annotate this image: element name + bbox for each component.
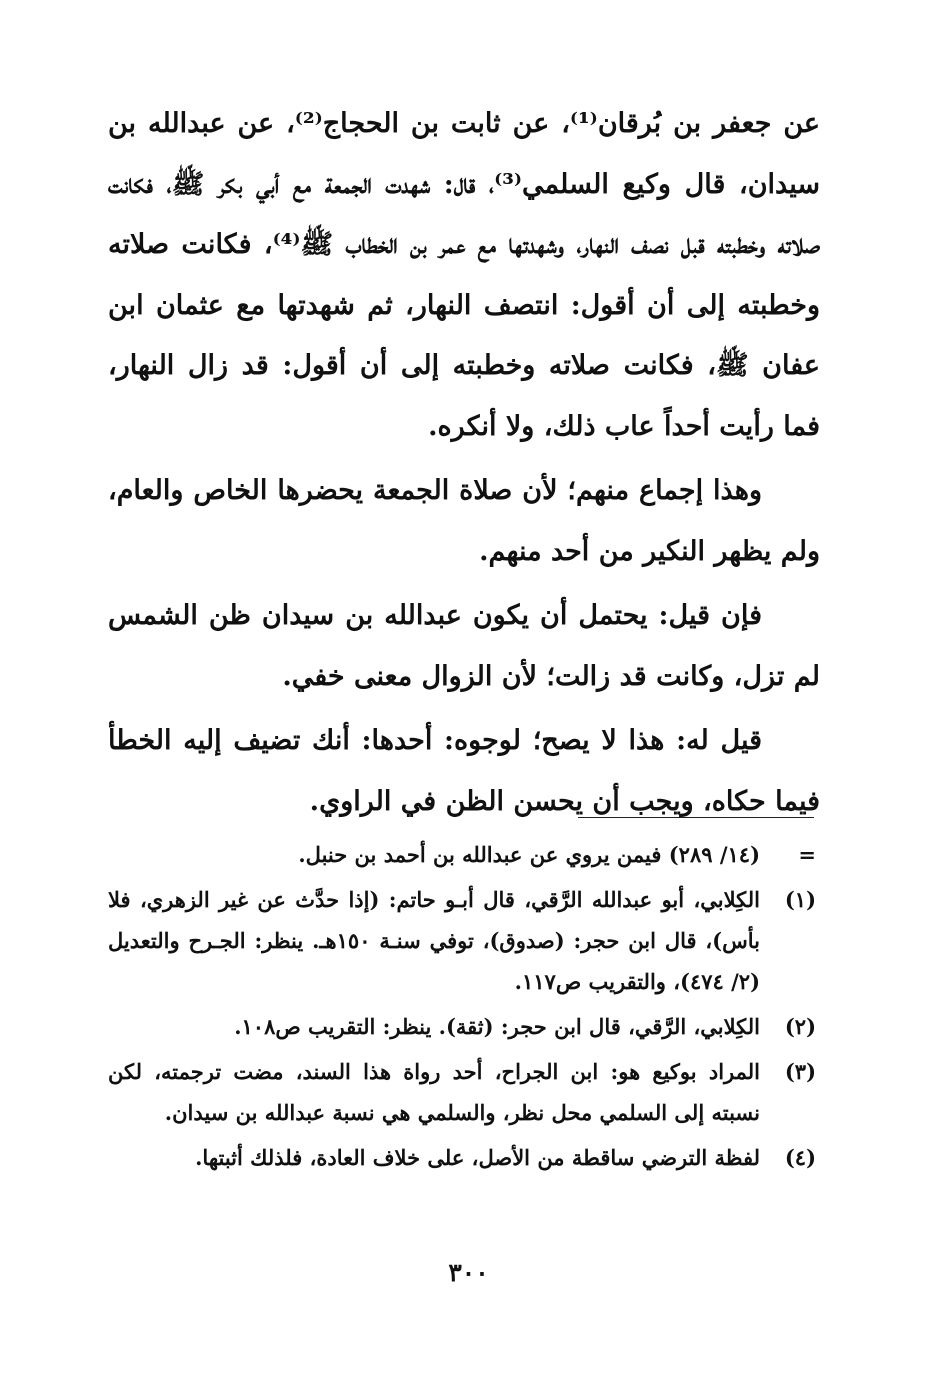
footnote-2 bbox=[108, 1006, 820, 1047]
footnote-text: لفظة الترضي ساقطة من الأصل، على خلاف العادة، فلذلك أثبتها. bbox=[195, 1145, 760, 1170]
footnote-marker: (٣) bbox=[784, 1059, 816, 1084]
footnote-text: الكِلابي، الرَّقي، قال ابن حجر: (ثقة). ينظر: التقريب ص١٠٨. bbox=[234, 1014, 760, 1039]
footnote-marker: (٤) bbox=[784, 1145, 816, 1170]
footnote-1 bbox=[108, 879, 820, 1002]
page-number: ٣٠٠ bbox=[448, 1258, 489, 1287]
paragraph-1: عن جعفر بن بُرقان⁽¹⁾، عن ثابت بن الحجاج⁽²⁾، عن عبدالله بن سيدان، قال وكيع السلمي⁽³⁾، قال: شهدت الجمعة مع أبي بكر ﷺ، فكانت صلاته وخطبته قبل نصف النهار، وشهدتها مع عمر بن الخطاب ﷺ⁽⁴⁾، فكانت صلاته وخطبته إلى أن أقول: انتصف النهار، ثم شهدتها مع عثمان ابن عفان ﷺ، فكانت صلاته وخطبته إلى أن أقول: قد زال النهار، فما رأيت أحداً عاب ذلك، ولا أنكره. bbox=[108, 108, 821, 442]
paragraph-4: قيل له: هذا لا يصح؛ لوجوه: أحدها: أنك تضيف إليه الخطأ فيما حكاه، ويجب أن يحسن الظن في الراوي. bbox=[108, 725, 820, 817]
footnote-marker: = bbox=[798, 842, 816, 867]
main-text-block bbox=[108, 94, 820, 836]
footnotes-block bbox=[108, 834, 820, 1182]
footnote-separator bbox=[578, 817, 814, 818]
paragraph-3: فإن قيل: يحتمل أن يكون عبدالله بن سيدان ظن الشمس لم تزل، وكانت قد زالت؛ لأن الزوال معنى خفي. bbox=[108, 600, 820, 692]
paragraph-2: وهذا إجماع منهم؛ لأن صلاة الجمعة يحضرها الخاص والعام، ولم يظهر النكير من أحد منهم. bbox=[108, 475, 820, 567]
footnote-4 bbox=[108, 1137, 820, 1178]
footnote-3 bbox=[108, 1051, 820, 1133]
footnote-text: المراد بوكيع هو: ابن الجراح، أحد رواة هذا السند، مضت ترجمته، لكن نسبته إلى السلمي محل نظر، والسلمي هي نسبة عبدالله بن سيدان. bbox=[108, 1059, 760, 1125]
footnote-continued bbox=[108, 834, 820, 875]
footnote-text: (١٤/ ٢٨٩) فيمن يروي عن عبدالله بن أحمد بن حنبل. bbox=[298, 842, 760, 867]
footnote-marker: (٢) bbox=[784, 1014, 816, 1039]
footnote-marker: (١) bbox=[784, 887, 816, 912]
footnote-text: الكِلابي، أبو عبدالله الرَّقي، قال أبـو حاتم: (إذا حدَّث عن غير الزهري، فلا بأس)، قال ابن حجر: (صدوق)، توفي سنـة ١٥٠هـ. ينظر: الجـرح والتعديل (٢/ ٤٧٤)، والتقريب ص١١٧. bbox=[108, 887, 760, 994]
